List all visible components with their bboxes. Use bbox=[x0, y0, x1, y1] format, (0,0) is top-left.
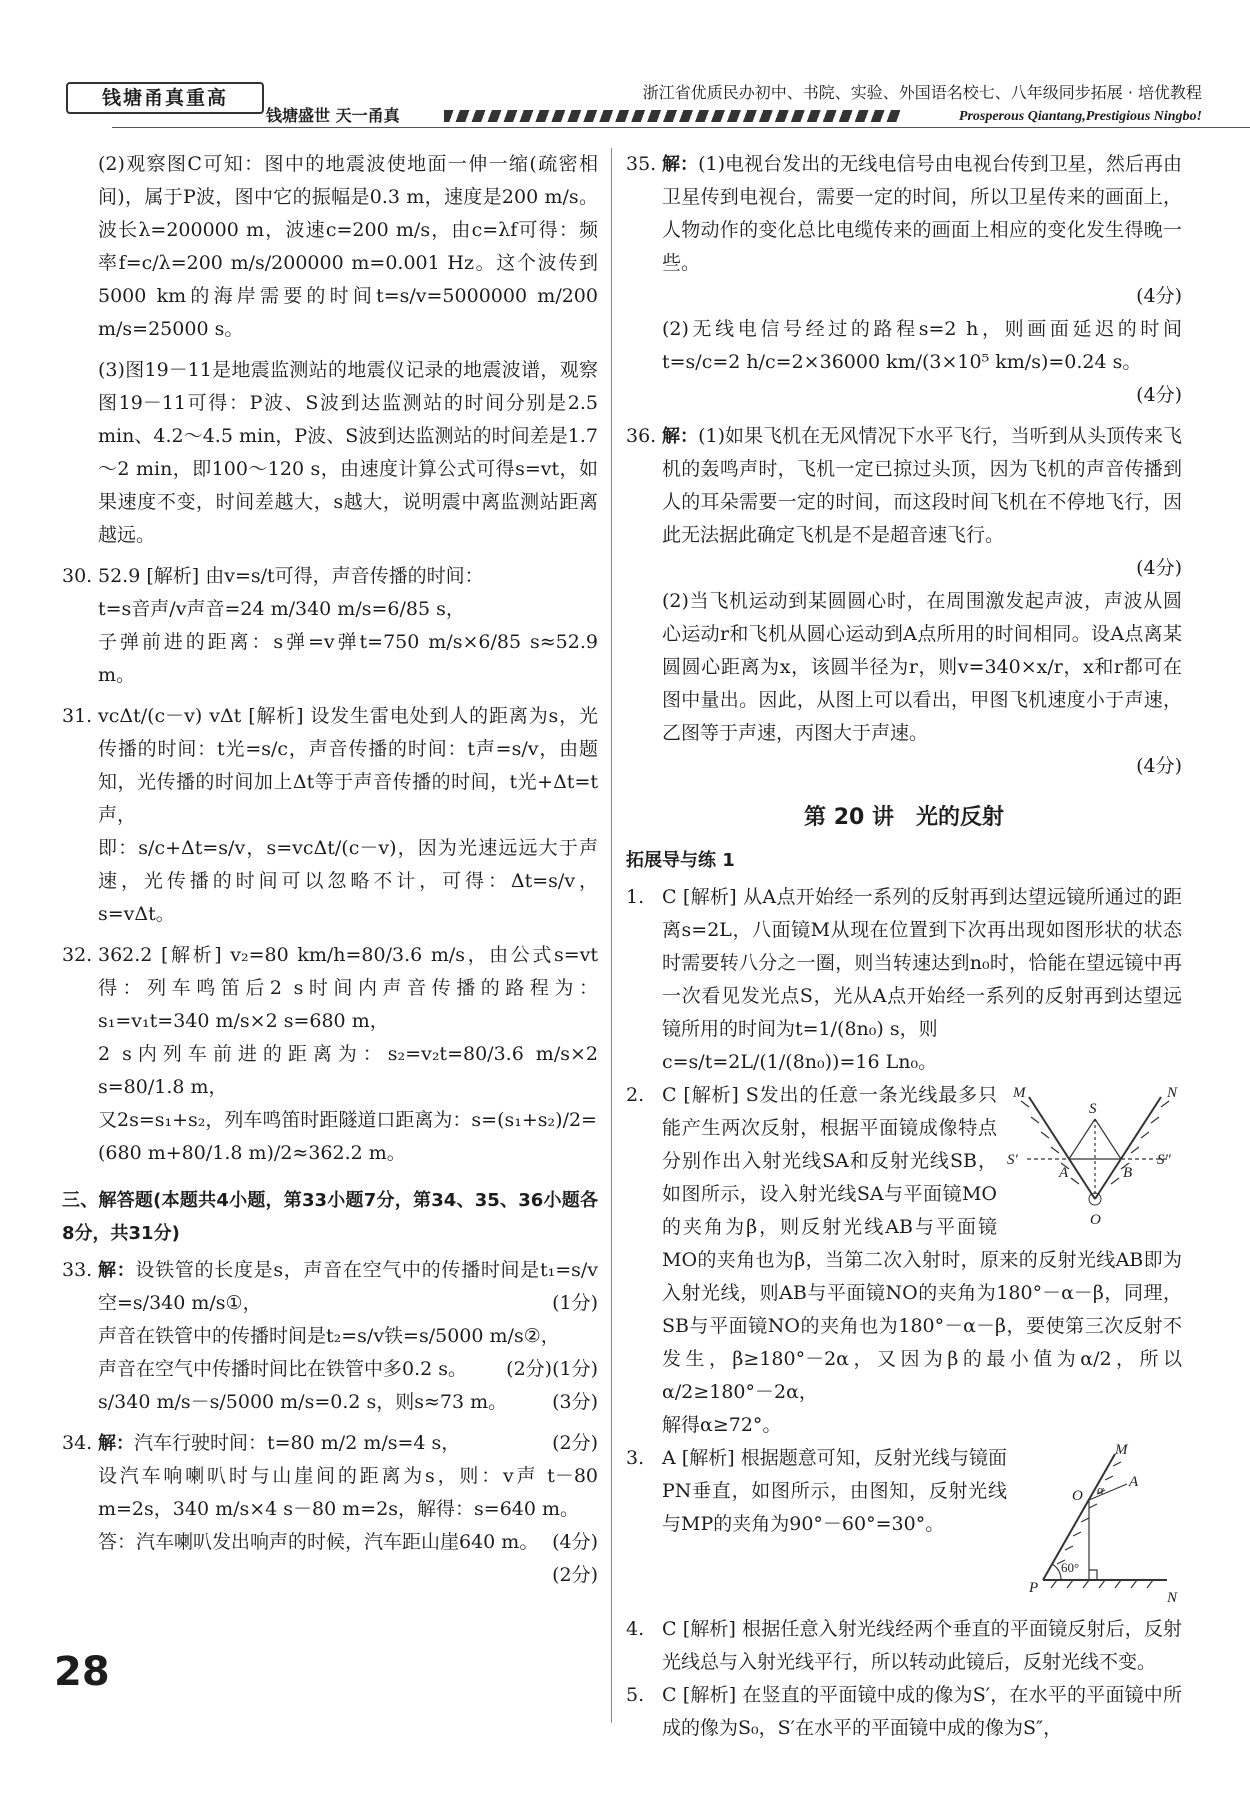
solve-label: 解： bbox=[98, 1433, 134, 1454]
answer-line: (1)电视台发出的无线电信号由电视台传到卫星，然后再由卫星传到电视台，需要一定的时间，所以卫星传来的画面上，人物动作的变化总比电缆传来的画面上相应的变化发生得晚一些。 bbox=[662, 153, 1183, 274]
answer-29-part3: (3)图19－11是地震监测站的地震仪记录的地震波谱，观察图19－11可得：P波、S波到达监测站的时间分别是2.5 min、4.2～4.5 min，P波、S波到达监测站的时间差是1.7～2 min，即100～120 s，由速度计算公式可得s=vt，如果速度不变，时间差越大，s越大，说明震中离监测站距离越远。 bbox=[98, 359, 598, 546]
formula: c=s/t=2L/(1/(8n₀))=16 Ln₀。 bbox=[662, 1051, 938, 1073]
score-mark: (4分) bbox=[1136, 384, 1182, 406]
answer-line: t=s音声/v声音=24 m/340 m/s=6/85 s， bbox=[98, 598, 465, 620]
score-mark: (4分) bbox=[552, 1531, 598, 1553]
label-N: N bbox=[1167, 1590, 1178, 1606]
question-number: 32. bbox=[62, 944, 93, 966]
answer-35 bbox=[626, 148, 1182, 412]
score-mark: (4分) bbox=[1136, 557, 1182, 579]
answer-line: 解得α≥72°。 bbox=[662, 1414, 782, 1436]
right-column bbox=[626, 148, 1182, 1745]
answer-line: 设铁管的长度是s，声音在空气中的传播时间是t₁=s/v空=s/340 m/s①， bbox=[98, 1259, 599, 1314]
label-alpha: α bbox=[1097, 1482, 1104, 1497]
question-number: 2. bbox=[626, 1084, 645, 1106]
question-number: 5. bbox=[626, 1684, 645, 1706]
question-number: 35. bbox=[626, 153, 657, 175]
label-A: A bbox=[1059, 1165, 1069, 1181]
answer-line: C [解析] 从A点开始经一系列的反射再到达望远镜所通过的距离s=2L，八面镜M从现在位置到下次再出现如图形状的状态时需要转八分之一圈，则当转速达到n₀时，恰能在望远镜中再一次看见发光点S，光从A点开始经一系列的反射再到达望远镜所用的时间为t=1/(8n₀) s，则 bbox=[662, 886, 1182, 1040]
solve-label: 解： bbox=[662, 426, 699, 447]
label-P: P bbox=[1029, 1580, 1039, 1596]
answer-line: vcΔt/(c－v) vΔt [解析] 设发生雷电处到人的距离为s，光传播的时间：t光=s/c，声音传播的时间：t声=s/v，由题知，光传播的时间加上Δt等于声音传播的时间，t光+Δt=t声， bbox=[98, 705, 598, 826]
answer-line: A [解析] 根据题意可知，反射光线与镜面PN垂直，如图所示，由图知，反射光线与MP的夹角为90°－60°=30°。 bbox=[662, 1447, 1007, 1535]
page-header bbox=[52, 72, 1202, 132]
answer-29-part2: (2)观察图C可知：图中的地震波使地面一伸一缩(疏密相间)，属于P波，图中它的振幅是0.3 m，速度是200 m/s。波长λ=200000 m，波速c=200 m/s，由c=λf可得：频率f=c/λ=200 m/s/200000 m=0.001 Hz。这个波传到5000 km的海岸需要的时间t=s/v=5000000 m/200 m/s=25000 s。 bbox=[98, 153, 598, 340]
label-B: B bbox=[1123, 1165, 1133, 1181]
answer-line: 又2s=s₁+s₂，列车鸣笛时距隧道口距离为：s=(s₁+s₂)/2= bbox=[98, 1109, 597, 1131]
header-rule bbox=[112, 127, 1250, 128]
score-mark: (1分) bbox=[552, 1358, 598, 1380]
figure-two-mirrors bbox=[1007, 1079, 1182, 1229]
answer-line: C [解析] 根据任意入射光线经两个垂直的平面镜反射后，反射光线总与入射光线平行，所以转动此镜后，反射光线不变。 bbox=[662, 1618, 1182, 1673]
answer-line: 2 s内列车前进的距离为：s₂=v₂t=80/3.6 m/s×2 s=80/1.8 m， bbox=[98, 1043, 598, 1098]
answer-line: 声音在铁管中的传播时间是t₂=s/v铁=s/5000 m/s②， bbox=[98, 1325, 560, 1347]
answer-36 bbox=[626, 420, 1182, 783]
answer-line: 362.2 [解析] v₂=80 km/h=80/3.6 m/s，由公式s=vt得：列车鸣笛后2 s时间内声音传播的路程为：s₁=v₁t=340 m/s×2 s=680 m， bbox=[98, 944, 598, 1032]
label-O: O bbox=[1072, 1488, 1083, 1504]
answer-34 bbox=[62, 1427, 598, 1592]
score-mark: (2分) bbox=[506, 1358, 553, 1380]
answer-3 bbox=[626, 1442, 1182, 1613]
practice-heading: 拓展导与练 1 bbox=[626, 850, 735, 871]
question-number: 1. bbox=[626, 886, 645, 908]
answer-line: (680 m+80/1.8 m)/2≈362.2 m。 bbox=[98, 1142, 406, 1164]
answer-line: 52.9 [解析] 由v=s/t可得，声音传播的时间： bbox=[98, 565, 484, 587]
answer-1 bbox=[626, 881, 1182, 1079]
label-O: O bbox=[1090, 1212, 1101, 1228]
label-A: A bbox=[1129, 1474, 1139, 1490]
answer-line: C [解析] 在竖直的平面镜中成的像为S′，在水平的平面镜中所成的像为S₀，S′在水平的平面镜中成的像为S″， bbox=[662, 1684, 1182, 1739]
question-number: 30. bbox=[62, 565, 93, 587]
label-N: N bbox=[1167, 1085, 1178, 1101]
score-mark: (4分) bbox=[1136, 755, 1182, 777]
label-S-prime: S′ bbox=[1007, 1152, 1018, 1168]
label-60-degrees: 60° bbox=[1061, 1560, 1080, 1575]
answer-line: (2)当飞机运动到某圆圆心时，在周围激发起声波，声波从圆心运动r和飞机从圆心运动到A点所用的时间相同。设A点离某圆圆心距离为x，该圆半径为r，则v=340×x/r，x和r都可在图中量出。因此，从图上可以看出，甲图飞机速度小于声速，乙图等于声速，丙图大于声速。 bbox=[662, 590, 1182, 744]
answer-line: 设汽车响喇叭时与山崖间的距离为s，则：v声 t－80 m=2s，340 m/s×4 s－80 m=2s，解得：s=640 m。 bbox=[98, 1465, 598, 1520]
label-S: S bbox=[1089, 1101, 1097, 1117]
answer-31 bbox=[62, 700, 598, 931]
answer-line: 汽车行驶时间：t=80 m/2 m/s=4 s， bbox=[134, 1432, 461, 1454]
column-divider bbox=[611, 148, 612, 1723]
question-number: 34. bbox=[62, 1432, 93, 1454]
score-mark: (1分) bbox=[552, 1292, 598, 1314]
score-mark: (2分) bbox=[552, 1564, 598, 1586]
label-M: M bbox=[1013, 1085, 1026, 1101]
answer-line: (2)无线电信号经过的路程s=2 h，则画面延迟的时间t=s/c=2 h/c=2×36000 km/(3×10⁵ km/s)=0.24 s。 bbox=[662, 318, 1182, 373]
question-number: 31. bbox=[62, 705, 93, 727]
answer-2 bbox=[626, 1079, 1182, 1442]
decorative-stripes bbox=[444, 110, 900, 122]
brand-logo: 钱塘甬真重高 bbox=[66, 82, 264, 114]
answer-line: 子弹前进的距离：s弹=v弹t=750 m/s×6/85 s≈52.9 m。 bbox=[98, 631, 598, 686]
score-mark: (4分) bbox=[1136, 285, 1182, 307]
question-number: 36. bbox=[626, 425, 657, 447]
answer-line: 即：s/c+Δt=s/v，s=vcΔt/(c－v)，因为光速远远大于声速，光传播的时间可以忽略不计，可得：Δt=s/v，s=vΔt。 bbox=[98, 837, 598, 925]
lesson-title: 第 20 讲 光的反射 bbox=[804, 805, 1004, 830]
score-mark: (3分) bbox=[552, 1391, 598, 1413]
solve-label: 解： bbox=[98, 1260, 136, 1281]
answer-5 bbox=[626, 1679, 1182, 1745]
label-M: M bbox=[1115, 1442, 1128, 1458]
tagline: Prosperous Qiantang,Prestigious Ningbo! bbox=[958, 109, 1202, 124]
answer-line: s/340 m/s－s/5000 m/s=0.2 s，则s≈73 m。 bbox=[98, 1391, 508, 1413]
left-column bbox=[62, 148, 598, 1592]
answer-line: 声音在空气中传播时间比在铁管中多0.2 s。 bbox=[98, 1358, 468, 1380]
answer-line: C [解析] S发出的任意一条光线最多只能产生两次反射，根据平面镜成像特点分别作出入射光线SA和反射光线SB，如图所示，设入射光线SA与平面镜MO的夹角为β，则反射光线AB与平面镜MO的夹角也为β，当第二次入射时，原来的反射光线AB即为入射光线，则AB与平面镜NO的夹角为180°－α－β，同理，SB与平面镜NO的夹角也为180°－α－β，要使第三次反射不发生，β≥180°－2α，又因为β的最小值为α/2，所以α/2≥180°－2α， bbox=[662, 1084, 1182, 1403]
slogan: 钱塘盛世 天一甬真 bbox=[266, 106, 400, 125]
answer-32 bbox=[62, 939, 598, 1170]
series-title: 浙江省优质民办初中、书院、实验、外国语名校七、八年级同步拓展 · 培优教程 bbox=[642, 83, 1202, 102]
figure-mirror-angle bbox=[1017, 1442, 1182, 1607]
answer-line: (1)如果飞机在无风情况下水平飞行，当听到从头顶传来飞机的轰鸣声时，飞机一定已掠过头顶，因为飞机的声音传播到人的耳朵需要一定的时间，而这段时间飞机在不停地飞行，因此无法据此确定飞机是不是超音速飞行。 bbox=[662, 425, 1183, 546]
question-number: 33. bbox=[62, 1259, 93, 1281]
label-S-double-prime: S″ bbox=[1157, 1152, 1171, 1168]
question-number: 4. bbox=[626, 1618, 645, 1640]
solve-label: 解： bbox=[662, 154, 699, 175]
answer-4 bbox=[626, 1613, 1182, 1679]
score-mark: (2分) bbox=[552, 1432, 598, 1454]
answer-30 bbox=[62, 560, 598, 692]
answer-33 bbox=[62, 1254, 598, 1419]
answer-line: 答：汽车喇叭发出响声的时候，汽车距山崖640 m。 bbox=[98, 1531, 539, 1553]
section-heading: 三、解答题(本题共4小题，第33小题7分，第34、35、36小题各8分，共31分) bbox=[62, 1190, 598, 1244]
page-number: 28 bbox=[54, 1649, 110, 1695]
question-number: 3. bbox=[626, 1447, 645, 1469]
